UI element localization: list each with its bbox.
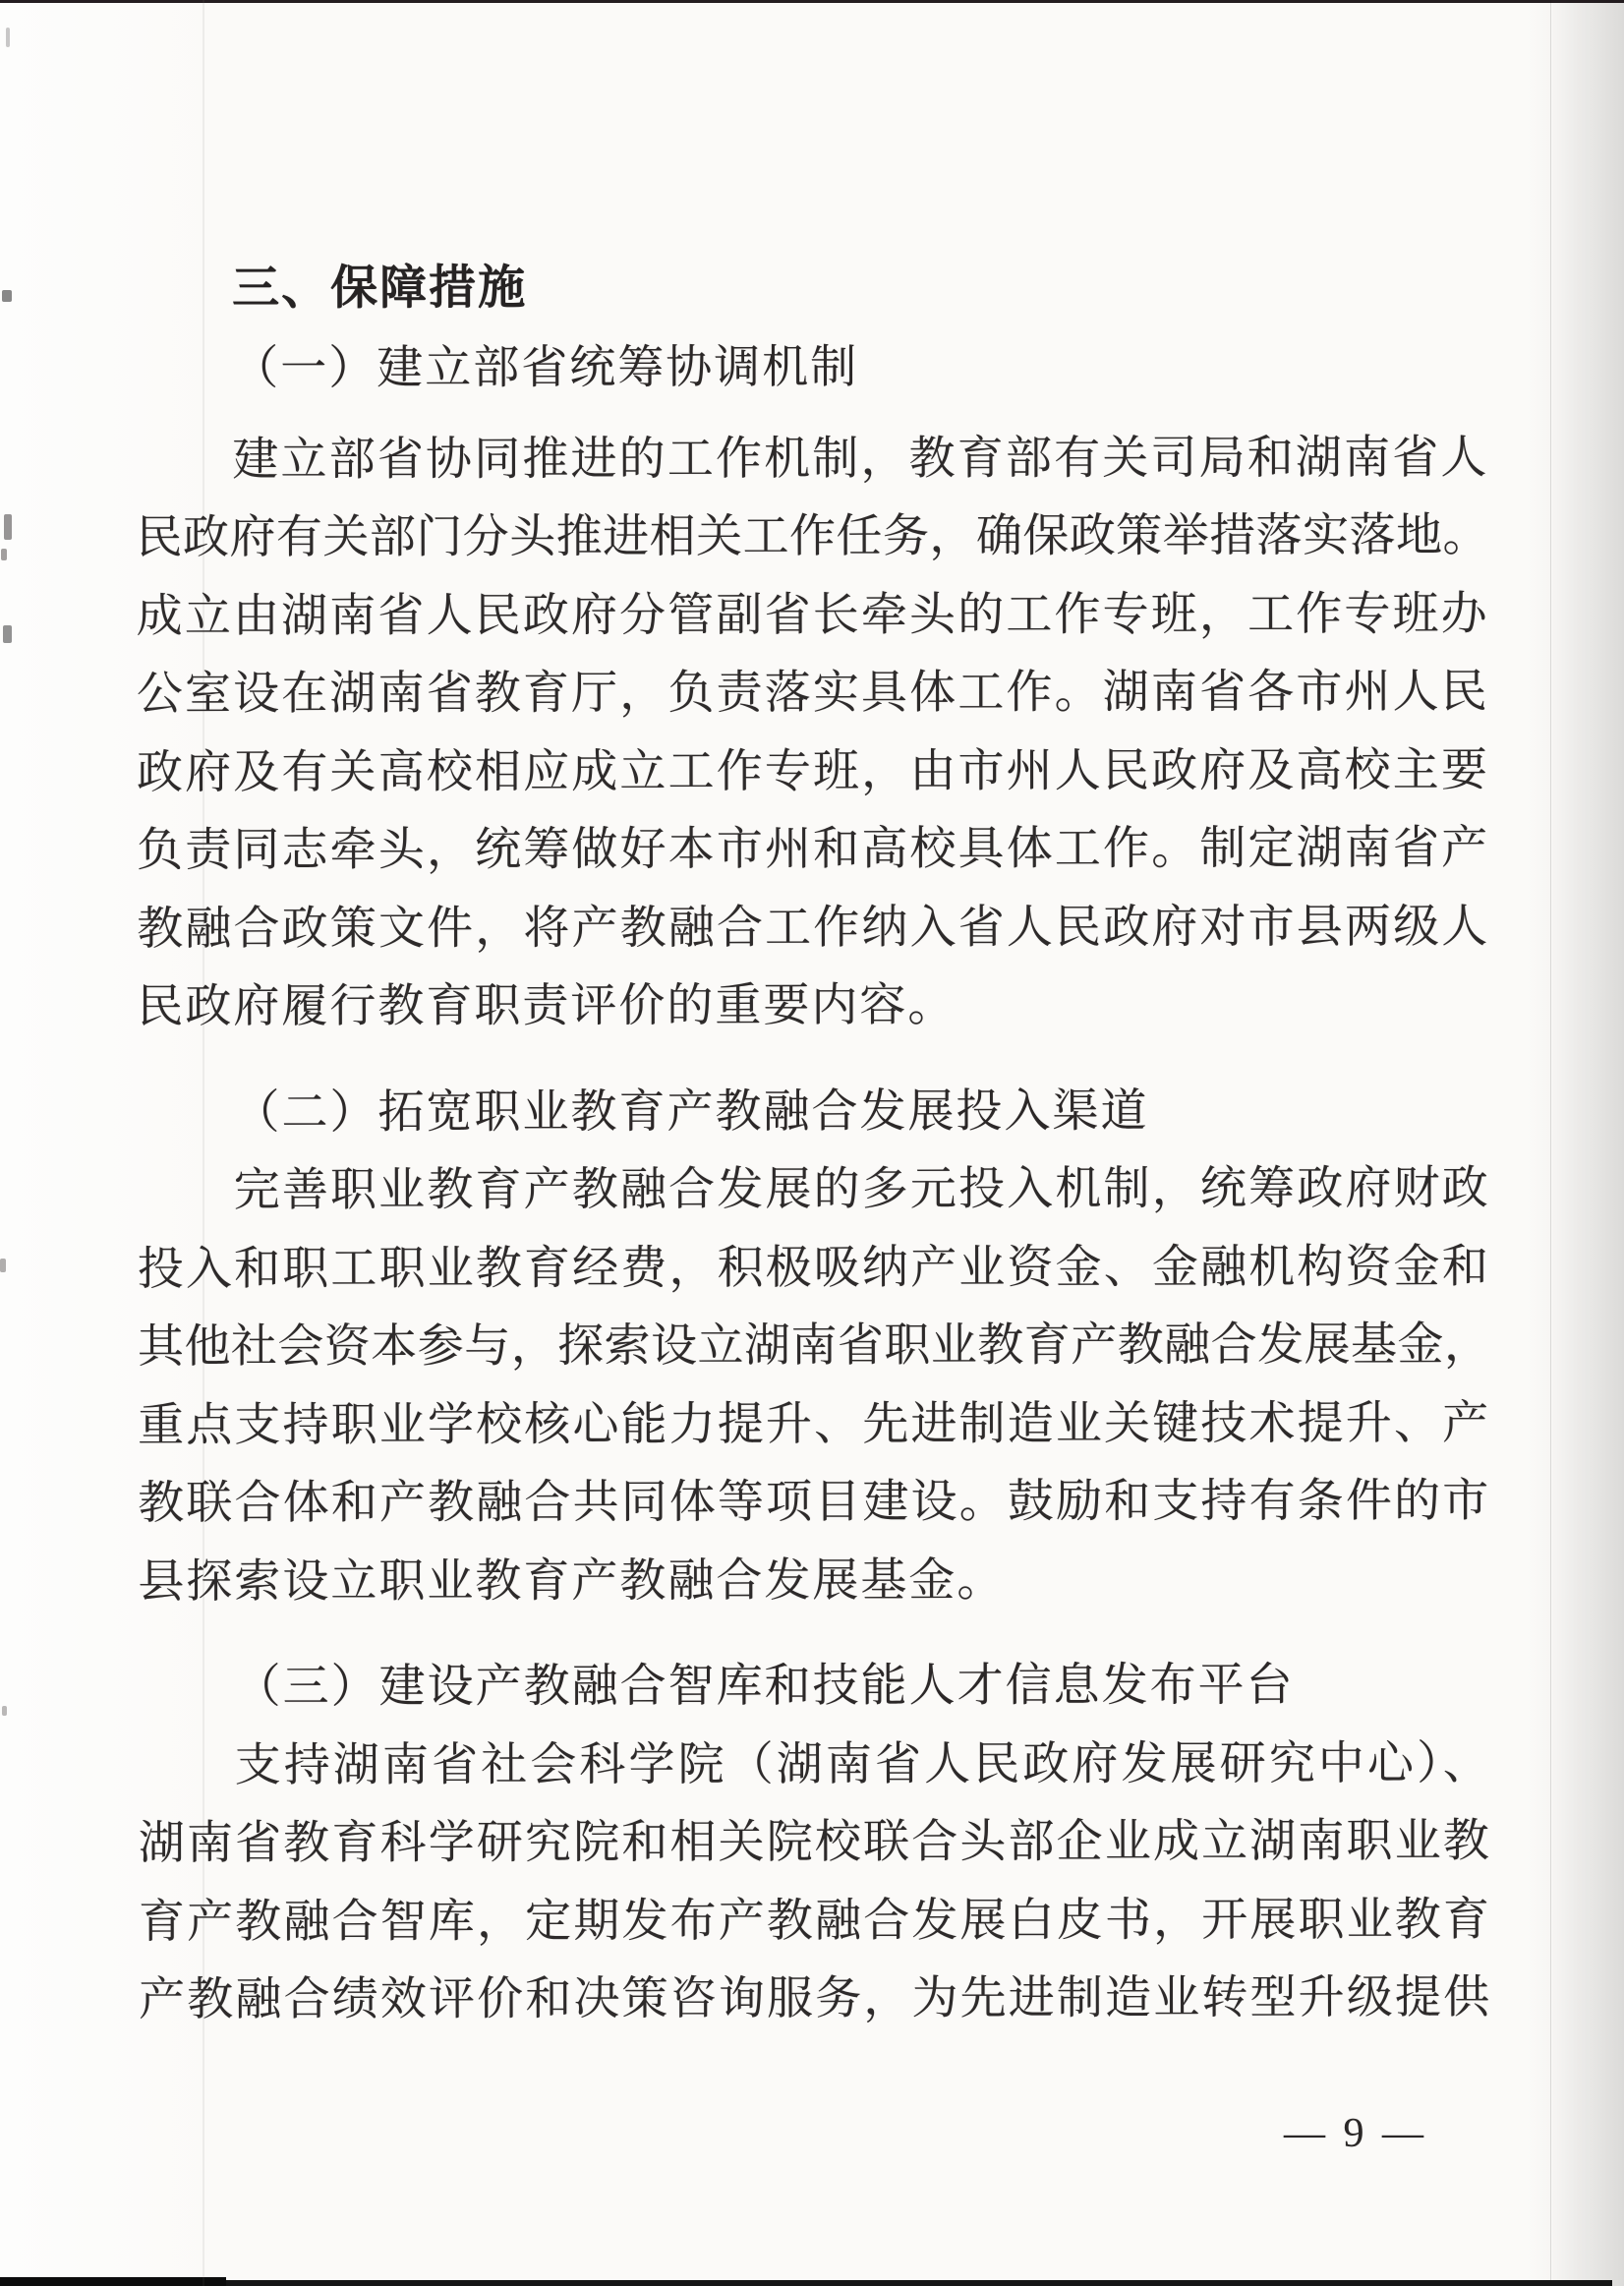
body-line: 公室设在湖南省教育厅，负责落实具体工作。湖南省各市州人民	[136, 666, 1489, 721]
scan-edge-bottom-left	[0, 2277, 226, 2286]
paragraph	[138, 1150, 1491, 1621]
body-line: 成立由湖南省人民政府分管副省长牵头的工作专班，工作专班办	[136, 588, 1489, 642]
scan-speck	[6, 28, 10, 47]
scan-speck	[2, 1706, 7, 1716]
body-line: 育产教融合智库，定期发布产教融合发展白皮书，开展职业教育	[138, 1894, 1492, 1948]
body-line: 湖南省教育科学研究院和相关院校联合头部企业成立湖南职业教	[138, 1815, 1491, 1870]
body-line: 民政府有关部门分头推进相关工作任务，确保政策举措落实落地。	[136, 509, 1489, 564]
body-line: 完善职业教育产教融合发展的多元投入机制，统筹政府财政	[233, 1162, 1490, 1217]
body-line: 教联合体和产教融合共同体等项目建设。鼓励和支持有条件的市	[138, 1475, 1491, 1530]
body-line: 支持湖南省社会科学院（湖南省人民政府发展研究中心）、	[234, 1737, 1491, 1791]
scan-speck	[1, 549, 7, 560]
body-line: 建立部省协同推进的工作机制，教育部有关司局和湖南省人	[232, 432, 1489, 486]
subsection	[137, 1072, 1490, 1621]
scan-edge-right	[1550, 0, 1624, 2286]
section-heading: 三、保障措施	[232, 262, 528, 316]
subsection-heading: （一）建立部省统筹协调机制	[232, 341, 859, 395]
subsection-heading: （二）拓宽职业教育产教融合发展投入渠道	[233, 1084, 1149, 1139]
body-line: 政府及有关高校相应成立工作专班，由市州人民政府及高校主要	[136, 744, 1489, 798]
scan-speck	[4, 514, 12, 540]
scan-speck	[0, 1259, 6, 1272]
body-line: 产教融合绩效评价和决策咨询服务，为先进制造业转型升级提供	[139, 1971, 1492, 2026]
paragraph	[139, 1725, 1492, 2039]
body-line: 县探索设立职业教育产教融合发展基金。	[138, 1554, 1006, 1608]
scan-edge-bottom	[0, 2280, 1612, 2286]
paragraph	[136, 419, 1489, 1046]
body-line: 重点支持职业学校核心能力提升、先进制造业关键技术提升、产	[138, 1397, 1491, 1451]
body-line: 其他社会资本参与，探索设立湖南省职业教育产教融合发展基金，	[137, 1319, 1490, 1374]
body-line: 投入和职工职业教育经费，积极吸纳产业资金、金融机构资金和	[137, 1241, 1490, 1295]
page-number: — 9 —	[1284, 2111, 1427, 2156]
scan-speck	[3, 625, 12, 643]
scan-edge-top	[0, 0, 1624, 3]
body-line: 负责同志牵头，统筹做好本市州和高校具体工作。制定湖南省产	[137, 822, 1490, 877]
scan-speck	[2, 290, 12, 302]
subsection	[138, 1647, 1491, 2040]
body-line: 教融合政策文件，将产教融合工作纳入省人民政府对市县两级人	[137, 901, 1490, 955]
subsection-heading: （三）建设产教融合智库和技能人才信息发布平台	[234, 1660, 1295, 1714]
subsection	[136, 328, 1489, 1047]
body-line: 民政府履行教育职责评价的重要内容。	[137, 979, 957, 1033]
document-body	[136, 248, 1491, 2040]
